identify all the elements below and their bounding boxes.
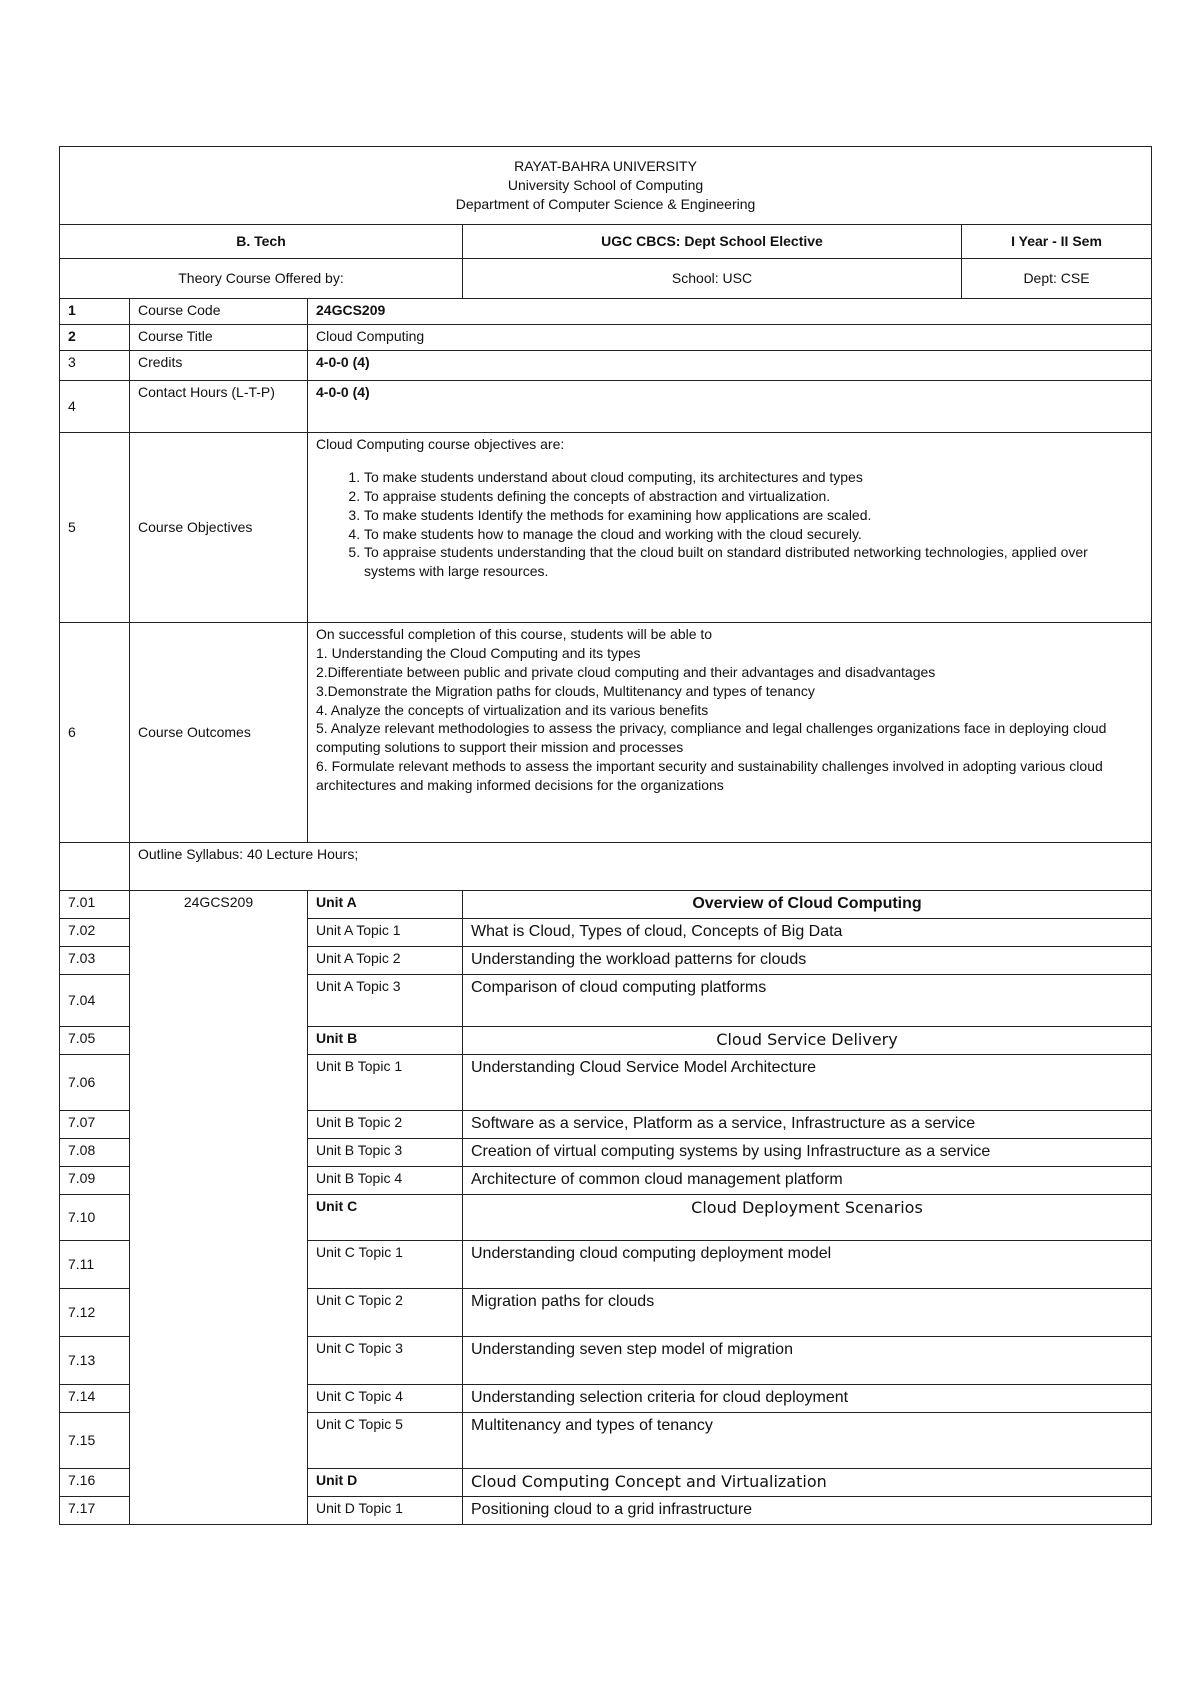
row-label: Credits [130, 351, 308, 381]
topic-title: Architecture of common cloud management platform [463, 1167, 1152, 1195]
topic-title: Understanding selection criteria for cloud deployment [463, 1385, 1152, 1413]
unit-label: Unit C [308, 1195, 463, 1241]
syllabus-number: 7.02 [60, 919, 130, 947]
syllabus-number: 7.12 [60, 1289, 130, 1337]
unit-label: Unit B [308, 1027, 463, 1055]
syllabus-number: 7.14 [60, 1385, 130, 1413]
row-label: Course Outcomes [130, 623, 308, 843]
syllabus-number: 7.10 [60, 1195, 130, 1241]
unit-topic-label: Unit C Topic 3 [308, 1337, 463, 1385]
year-semester: I Year - II Sem [962, 225, 1152, 259]
objective-item: 4. To make students how to manage the cloud and working with the cloud securely. [364, 525, 1143, 544]
objective-item: 2. To appraise students defining the concepts of abstraction and virtualization. [364, 487, 1143, 506]
syllabus-number: 7.04 [60, 975, 130, 1027]
topic-title: Migration paths for clouds [463, 1289, 1152, 1337]
unit-topic-label: Unit C Topic 1 [308, 1241, 463, 1289]
course-category: UGC CBCS: Dept School Elective [463, 225, 962, 259]
topic-title: Understanding seven step model of migration [463, 1337, 1152, 1385]
row-number: 6 [60, 623, 130, 843]
program-row [60, 225, 1152, 259]
row-number: 1 [60, 299, 130, 325]
row-number: 5 [60, 433, 130, 623]
unit-topic-label: Unit A Topic 2 [308, 947, 463, 975]
outcome-item: 1. Understanding the Cloud Computing and its types [316, 644, 641, 661]
unit-title: Cloud Service Delivery [463, 1027, 1152, 1055]
unit-topic-label: Unit B Topic 2 [308, 1111, 463, 1139]
credits-row [60, 351, 1152, 381]
syllabus-document [59, 146, 1151, 1525]
syllabus-row [60, 891, 1152, 919]
unit-topic-label: Unit B Topic 3 [308, 1139, 463, 1167]
objective-item: 5. To appraise students understanding that the cloud built on standard distributed networking technologies, applied over systems with large resources. [364, 543, 1143, 581]
topic-title: What is Cloud, Types of cloud, Concepts of Big Data [463, 919, 1152, 947]
outcome-item: 3.Demonstrate the Migration paths for clouds, Multitenancy and types of tenancy [316, 682, 815, 699]
syllabus-number: 7.01 [60, 891, 130, 919]
topic-title: Positioning cloud to a grid infrastructure [463, 1497, 1152, 1525]
objectives-list [316, 468, 1143, 581]
outcomes-content [308, 623, 1152, 843]
unit-topic-label: Unit C Topic 2 [308, 1289, 463, 1337]
objectives-row [60, 433, 1152, 623]
offered-by: Theory Course Offered by: [60, 259, 463, 299]
unit-topic-label: Unit A Topic 1 [308, 919, 463, 947]
row-label: Course Title [130, 325, 308, 351]
unit-topic-label: Unit B Topic 1 [308, 1055, 463, 1111]
syllabus-number: 7.13 [60, 1337, 130, 1385]
topic-title: Comparison of cloud computing platforms [463, 975, 1152, 1027]
unit-topic-label: Unit C Topic 5 [308, 1413, 463, 1469]
offered-row [60, 259, 1152, 299]
outcomes-row [60, 623, 1152, 843]
outcome-item: 5. Analyze relevant methodologies to assess the privacy, compliance and legal challenges organizations face in deploying cloud computing solutions to support their mission and processes [316, 720, 1107, 756]
unit-label: Unit D [308, 1469, 463, 1497]
syllabus-number: 7.03 [60, 947, 130, 975]
course-title-row [60, 325, 1152, 351]
row-label: Course Code [130, 299, 308, 325]
syllabus-number: 7.11 [60, 1241, 130, 1289]
syllabus-number: 7.16 [60, 1469, 130, 1497]
unit-topic-label: Unit D Topic 1 [308, 1497, 463, 1525]
row-label: Contact Hours (L-T-P) [130, 381, 308, 433]
syllabus-heading: Outline Syllabus: 40 Lecture Hours; [130, 843, 1152, 891]
syllabus-course-code: 24GCS209 [130, 891, 308, 1525]
outcome-item: 2.Differentiate between public and private cloud computing and their advantages and disadvantages [316, 663, 936, 680]
university-name: RAYAT-BAHRA UNIVERSITY [514, 158, 697, 175]
dept-code: Dept: CSE [962, 259, 1152, 299]
outcome-item: 4. Analyze the concepts of virtualization and its various benefits [316, 701, 709, 718]
outcomes-intro: On successful completion of this course, students will be able to [316, 626, 713, 642]
syllabus-number: 7.05 [60, 1027, 130, 1055]
syllabus-number: 7.08 [60, 1139, 130, 1167]
syllabus-number: 7.06 [60, 1055, 130, 1111]
objective-item: 1. To make students understand about cloud computing, its architectures and types [364, 468, 1143, 487]
syllabus-number: 7.15 [60, 1413, 130, 1469]
row-label: Course Objectives [130, 433, 308, 623]
topic-title: Understanding Cloud Service Model Architecture [463, 1055, 1152, 1111]
syllabus-number: 7.09 [60, 1167, 130, 1195]
syllabus-table [59, 890, 1152, 1525]
topic-title: Creation of virtual computing systems by using Infrastructure as a service [463, 1139, 1152, 1167]
course-table [59, 146, 1152, 891]
topic-title: Software as a service, Platform as a service, Infrastructure as a service [463, 1111, 1152, 1139]
row-value: 4-0-0 (4) [308, 351, 1152, 381]
unit-topic-label: Unit B Topic 4 [308, 1167, 463, 1195]
syllabus-heading-row [60, 843, 1152, 891]
unit-topic-label: Unit A Topic 3 [308, 975, 463, 1027]
objectives-intro: Cloud Computing course objectives are: [316, 436, 565, 452]
school-name: University School of Computing [507, 177, 704, 194]
program: B. Tech [60, 225, 463, 259]
topic-title: Multitenancy and types of tenancy [463, 1413, 1152, 1469]
row-number: 2 [60, 325, 130, 351]
unit-title: Overview of Cloud Computing [463, 891, 1152, 919]
unit-topic-label: Unit C Topic 4 [308, 1385, 463, 1413]
row-value: 24GCS209 [308, 299, 1152, 325]
school-code: School: USC [463, 259, 962, 299]
department-name: Department of Computer Science & Engineering [455, 195, 756, 212]
topic-title: Understanding cloud computing deployment model [463, 1241, 1152, 1289]
row-value: Cloud Computing [308, 325, 1152, 351]
row-number: 4 [60, 381, 130, 433]
objective-item: 3. To make students Identify the methods for examining how applications are scaled. [364, 506, 1143, 525]
unit-title: Cloud Computing Concept and Virtualization [463, 1469, 1152, 1497]
topic-title: Understanding the workload patterns for clouds [463, 947, 1152, 975]
unit-label: Unit A [308, 891, 463, 919]
title-row [60, 147, 1152, 225]
objectives-content [308, 433, 1152, 623]
syllabus-number: 7.17 [60, 1497, 130, 1525]
course-code-row [60, 299, 1152, 325]
syllabus-number: 7.07 [60, 1111, 130, 1139]
row-value: 4-0-0 (4) [308, 381, 1152, 433]
outcome-item: 6. Formulate relevant methods to assess the important security and sustainability challenges involved in adopting various cloud architectures and making informed decisions for the organizations [316, 758, 1103, 794]
row-number: 3 [60, 351, 130, 381]
unit-title: Cloud Deployment Scenarios [463, 1195, 1152, 1241]
contact-hours-row [60, 381, 1152, 433]
